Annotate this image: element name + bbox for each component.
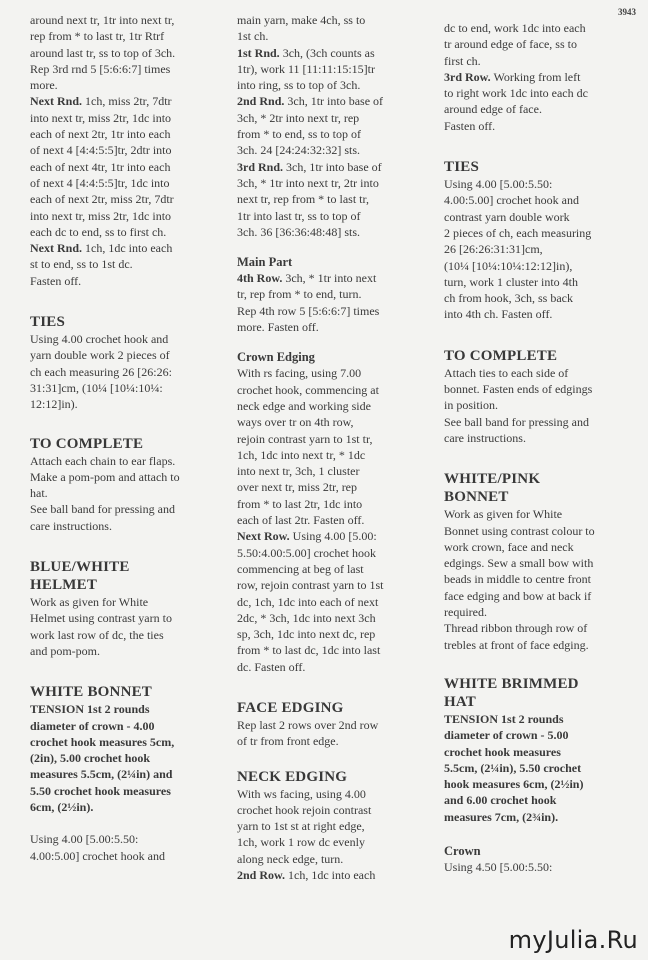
neck-edging-heading: NECK EDGING bbox=[237, 768, 348, 785]
ties-section: Using 4.00 crochet hook and yarn double work 2 pieces of ch each measuring 26 [26:26: 31:31]cm, (10¼ [10¼:10¼: 12:12]in). bbox=[30, 332, 172, 412]
next-round-instruction-2: Next Rnd. 1ch, 1dc into each st to end, ss to 1st dc. Fasten off. bbox=[30, 241, 173, 288]
main-part-heading: Main Part bbox=[237, 255, 293, 270]
crown-heading: Crown bbox=[444, 843, 481, 858]
round-2-instruction: 2nd Rnd. 3ch, 1tr into base of 3ch, * 2tr into next tr, rep from * to end, ss to top of 3ch. 24 [24:24:32:32] sts. bbox=[237, 94, 384, 158]
to-complete-heading: TO COMPLETE bbox=[444, 347, 558, 364]
ties-heading: TIES bbox=[444, 159, 479, 176]
to-complete-section: Attach each chain to ear flaps. Make a pom-pom and attach to hat. See ball band for pressing and care instructions. bbox=[30, 453, 180, 533]
white-bonnet-heading: WHITE BONNET bbox=[30, 684, 153, 701]
tension-paragraph: TENSION 1st 2 rounds diameter of crown - 4.00 crochet hook measures 5cm, (2in), 5.00 crochet hook measures 5.5cm, (2¼in) and 5.50 crochet hook measures 6cm, (2½in). bbox=[30, 702, 175, 814]
col2-intro: main yarn, make 4ch, ss to 1st ch. bbox=[237, 13, 366, 44]
round-1-instruction: 1st Rnd. 3ch, (3ch counts as 1tr), work 11 [11:11:15:15]tr into ring, ss to top of 3ch. bbox=[237, 45, 375, 93]
watermark-logo: myJulia.Ru bbox=[508, 926, 638, 954]
column-2 bbox=[237, 12, 432, 883]
using-hook-paragraph: Using 4.00 [5.00:5.50: 4.00:5.00] crochet hook and bbox=[30, 832, 165, 863]
blue-white-helmet-heading: BLUE/WHITE HELMET bbox=[30, 559, 130, 594]
round-3-instruction: 3rd Rnd. 3ch, 1tr into base of 3ch, * 1tr into next tr, 2tr into next tr, rep from * to last tr, 1tr into last tr, ss to top of 3ch. 36 [36:36:48:48] sts. bbox=[237, 159, 382, 239]
next-round-instruction: Next Rnd. 1ch, miss 2tr, 7dtr into next tr, miss 2tr, 1dc into each of next 2tr, 1tr into each of next 4 [4:4:5:5]tr, 2dtr into each of next 4tr, 1tr into each of next 4 [4:4:5:5]tr, 1dc into each of next 2tr, miss 2tr, 7dtr into next tr, miss 2tr, 1dc into each dc to end, ss to first ch. bbox=[30, 94, 174, 239]
next-row-instruction: Next Row. Using 4.00 [5.00: 5.50:4.00:5.00] crochet hook commencing at beg of last row, rejoin contrast yarn to 1st dc, 1ch, 1dc into each of next 2dc, * 3ch, 1dc into next 3ch sp, 3ch, 1dc into next dc, rep from * to last dc, 1dc into last dc. Fasten off. bbox=[237, 529, 384, 674]
crown-edging-heading: Crown Edging bbox=[237, 350, 315, 365]
white-brimmed-hat-heading: WHITE BRIMMED HAT bbox=[444, 675, 579, 710]
face-edging-heading: FACE EDGING bbox=[237, 699, 344, 716]
ties-section: Using 4.00 [5.00:5.50: 4.00:5.00] crochet hook and contrast yarn double work 2 pieces of ch, each measuring 26 [26:26:31:31]cm, (10¼ [10¼:10¼:12:12]in), turn, work 1 cluster into 4th ch from hook, 3ch, ss back into 4th ch. Fasten off. bbox=[444, 177, 592, 322]
row-4-instruction: 4th Row. 3ch, * 1tr into next tr, rep from * to end, turn. Rep 4th row 5 [5:6:6:7] times more. Fasten off. bbox=[237, 271, 380, 335]
row-3-instruction: 3rd Row. Working from left to right work 1dc into each dc around edge of face. Fasten off. bbox=[444, 69, 588, 133]
crown-text: Using 4.50 [5.00:5.50: bbox=[444, 859, 553, 874]
column-1 bbox=[30, 12, 220, 864]
col3-intro: dc to end, work 1dc into each tr around edge of face, ss to first ch. bbox=[444, 21, 586, 68]
to-complete-heading: TO COMPLETE bbox=[30, 435, 144, 452]
ties-heading: TIES bbox=[30, 314, 65, 331]
col1-intro: around next tr, 1tr into next tr, rep from * to last tr, 1tr Rtrf around last tr, ss to top of 3ch. Rep 3rd rnd 5 [5:6:6:7] times more. bbox=[30, 13, 176, 93]
neck-edging-section: With ws facing, using 4.00 crochet hook rejoin contrast yarn to 1st st at right edge, 1ch, work 1 row dc evenly along neck edge, turn. 2nd Row. 1ch, 1dc into each bbox=[237, 786, 376, 883]
face-edging-section: Rep last 2 rows over 2nd row of tr from front edge. bbox=[237, 717, 379, 749]
page-number: 3943 bbox=[618, 7, 636, 17]
column-3 bbox=[444, 12, 634, 875]
tension-paragraph: TENSION 1st 2 rounds diameter of crown - 5.00 crochet hook measures 5.5cm, (2¼in), 5.50 crochet hook measures 6cm, (2½in) and 6.00 crochet hook measures 7cm, (2¾in). bbox=[444, 711, 584, 824]
white-pink-bonnet-heading: WHITE/PINK BONNET bbox=[444, 471, 541, 506]
white-pink-bonnet-section: Work as given for White Bonnet using contrast colour to work crown, face and neck edgings. Sew a small bow with beads in middle to centre front face edging and bow at back if required. Thread ribbon through row of trebles at front of face edging. bbox=[444, 507, 595, 652]
blue-white-helmet-section: Work as given for White Helmet using contrast yarn to work last row of dc, the ties and pom-pom. bbox=[30, 595, 172, 658]
to-complete-section: Attach ties to each side of bonnet. Fasten ends of edgings in position. See ball band for pressing and care instructions. bbox=[444, 365, 593, 445]
crown-edging-section: With rs facing, using 7.00 crochet hook, commencing at neck edge and working side ways over tr on 4th row, rejoin contrast yarn to 1st tr, 1ch, 1dc into next tr, * 1dc into next tr, 3ch, 1 cluster over next tr, miss 2tr, rep from * to last 2tr, 1dc into each of last 2tr. Fasten off. bbox=[237, 366, 379, 528]
